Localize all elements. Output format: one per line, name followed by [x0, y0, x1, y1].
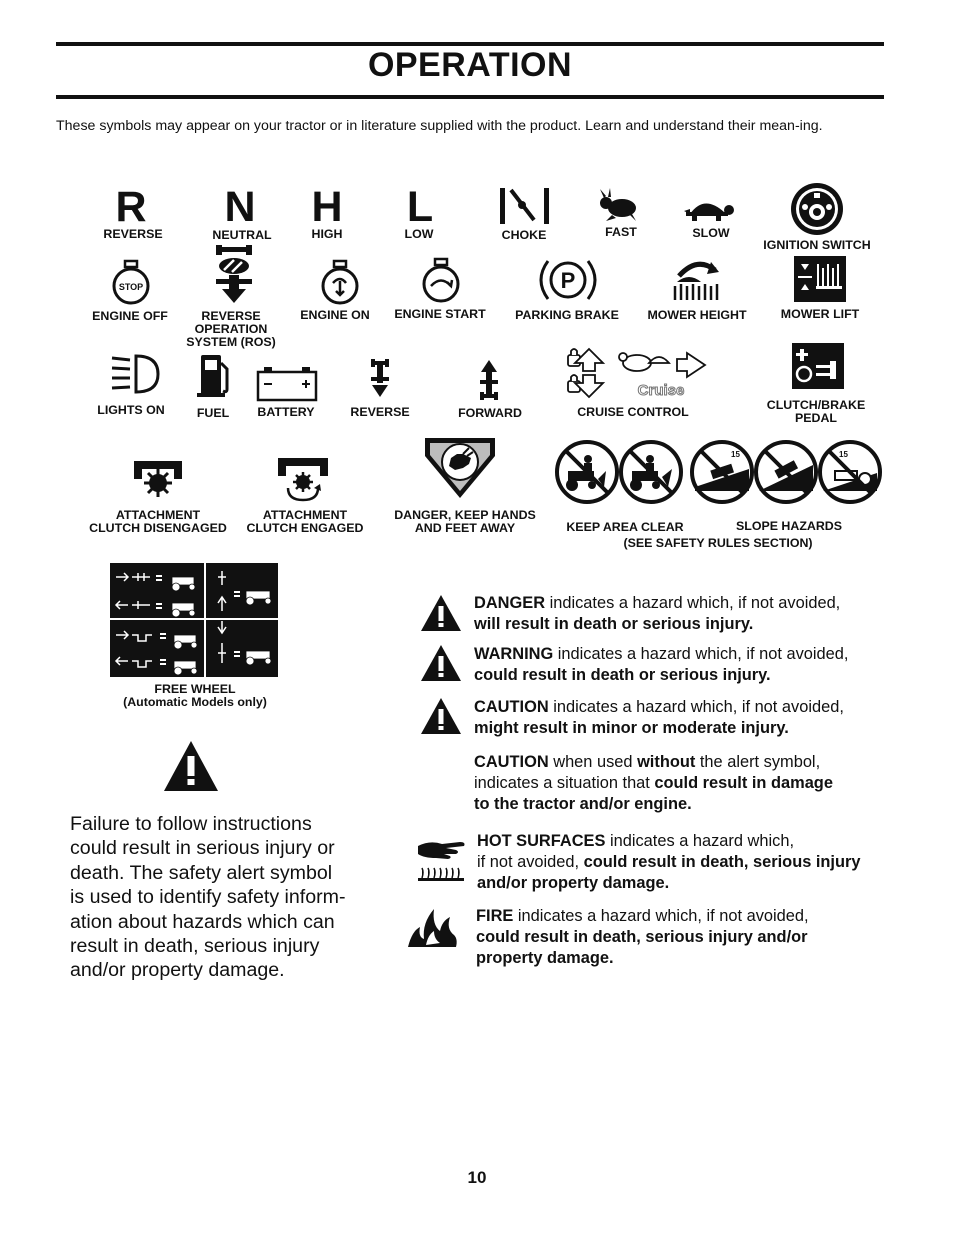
- label-battery: BATTERY: [257, 405, 315, 419]
- label-fast: FAST: [605, 225, 637, 239]
- engine-start-icon: [421, 257, 461, 305]
- label-slow: SLOW: [692, 226, 730, 240]
- caution-description: CAUTION indicates a hazard which, if not avoided, might result in minor or moderate injury.: [474, 698, 844, 737]
- label-cruise-control: CRUISE CONTROL: [577, 405, 689, 419]
- page-title: OPERATION: [367, 46, 573, 84]
- engine-off-icon: [111, 259, 151, 307]
- label-parking-brake: PARKING BRAKE: [515, 308, 619, 322]
- label-fuel: FUEL: [196, 406, 230, 420]
- ros-icon: [212, 245, 256, 307]
- engine-on-icon: [320, 259, 360, 307]
- attachment-disengaged-icon: [130, 457, 186, 501]
- label-reverse-arrow: REVERSE: [350, 405, 410, 419]
- label-danger-hands: DANGER, KEEP HANDS AND FEET AWAY: [394, 508, 536, 535]
- turtle-icon: [682, 194, 736, 222]
- ignition-switch-icon: [789, 181, 845, 237]
- forward-arrow-icon: [478, 358, 500, 404]
- label-keep-area-clear: KEEP AREA CLEAR: [566, 520, 684, 534]
- fire-icon: [406, 905, 460, 949]
- label-high: HIGH: [311, 227, 343, 241]
- label-engine-off: ENGINE OFF: [92, 309, 168, 323]
- danger-alert-icon: [420, 594, 462, 632]
- hot-surface-icon: [416, 836, 468, 882]
- label-low: LOW: [404, 227, 434, 241]
- park-text: P: [560, 268, 576, 293]
- slope-hazards-icon: [689, 439, 885, 505]
- slope-deg-2: 15: [839, 450, 848, 459]
- cruise-text: Cruise: [637, 382, 685, 399]
- rabbit-icon: [596, 188, 640, 222]
- warning-description: WARNING indicates a hazard which, if not avoided, could result in death or serious injury.: [474, 645, 849, 684]
- label-slope-hazards: SLOPE HAZARDS: [735, 519, 843, 533]
- warning-alert-icon: [420, 644, 462, 682]
- reverse-arrow-icon: [369, 357, 391, 401]
- keep-area-clear-icon: [554, 439, 684, 505]
- clutch-brake-icon: [792, 343, 844, 389]
- label-forward: FORWARD: [458, 406, 522, 420]
- slope-deg-1: 15: [731, 450, 740, 459]
- label-neutral: NEUTRAL: [212, 228, 272, 242]
- free-wheel-icon: [110, 563, 278, 677]
- mower-height-icon: [671, 254, 723, 302]
- label-clutch-brake: CLUTCH/BRAKE PEDAL: [766, 398, 866, 425]
- label-attachment-engaged: ATTACHMENT CLUTCH ENGAGED: [246, 508, 364, 535]
- failure-warning-text: Failure to follow instructions could result in serious injury or death. The safety alert symbol is used to identify safety inform- ation about hazards which can result in death, serious injury and/or property damage.: [70, 813, 346, 982]
- label-see-safety: (SEE SAFETY RULES SECTION): [623, 536, 813, 550]
- battery-icon: [256, 366, 318, 402]
- fire-description: FIRE indicates a hazard which, if not avoided, could result in death, serious injury and/or property damage.: [476, 907, 809, 967]
- danger-description: DANGER indicates a hazard which, if not avoided, will result in death or serious injury.: [474, 594, 841, 633]
- attachment-engaged-icon: [274, 454, 332, 502]
- label-lights-on: LIGHTS ON: [97, 403, 165, 417]
- page-number: 10: [467, 1168, 487, 1187]
- label-free-wheel: FREE WHEEL (Automatic Models only): [123, 682, 267, 709]
- reverse-letter: R: [115, 183, 147, 231]
- safety-alert-icon: [163, 740, 219, 792]
- label-ignition-switch: IGNITION SWITCH: [763, 238, 871, 252]
- label-mower-lift: MOWER LIFT: [780, 307, 860, 321]
- label-choke: CHOKE: [501, 228, 547, 242]
- cruise-control-icon: [563, 345, 709, 401]
- neutral-letter: N: [224, 183, 256, 231]
- label-ros: REVERSE OPERATION SYSTEM (ROS): [186, 309, 276, 349]
- mower-lift-icon: [794, 256, 846, 302]
- label-reverse: REVERSE: [103, 227, 163, 241]
- parking-brake-icon: [538, 257, 598, 303]
- label-engine-start: ENGINE START: [394, 307, 486, 321]
- label-attachment-disengaged: ATTACHMENT CLUTCH DISENGAGED: [89, 508, 227, 535]
- fuel-pump-icon: [195, 353, 231, 399]
- bottom-rule: [56, 95, 884, 99]
- high-letter: H: [311, 183, 343, 231]
- caution-alert-icon: [420, 697, 462, 735]
- choke-icon: [498, 186, 552, 226]
- caution-no-symbol-description: CAUTION when used without the alert symbol, indicates a situation that could result in damage to the tractor and/or engine.: [474, 753, 833, 813]
- intro-text: These symbols may appear on your tractor or in literature supplied with the product. Learn and understand their mean-ing.: [56, 118, 823, 134]
- headlight-icon: [108, 352, 160, 396]
- label-mower-height: MOWER HEIGHT: [647, 308, 747, 322]
- keep-hands-away-icon: [423, 436, 497, 500]
- label-engine-on: ENGINE ON: [300, 308, 370, 322]
- hot-surfaces-description: HOT SURFACES indicates a hazard which, if not avoided, could result in death, serious injury and/or property damage.: [477, 832, 861, 892]
- low-letter: L: [406, 183, 434, 231]
- stop-text: STOP: [118, 282, 144, 292]
